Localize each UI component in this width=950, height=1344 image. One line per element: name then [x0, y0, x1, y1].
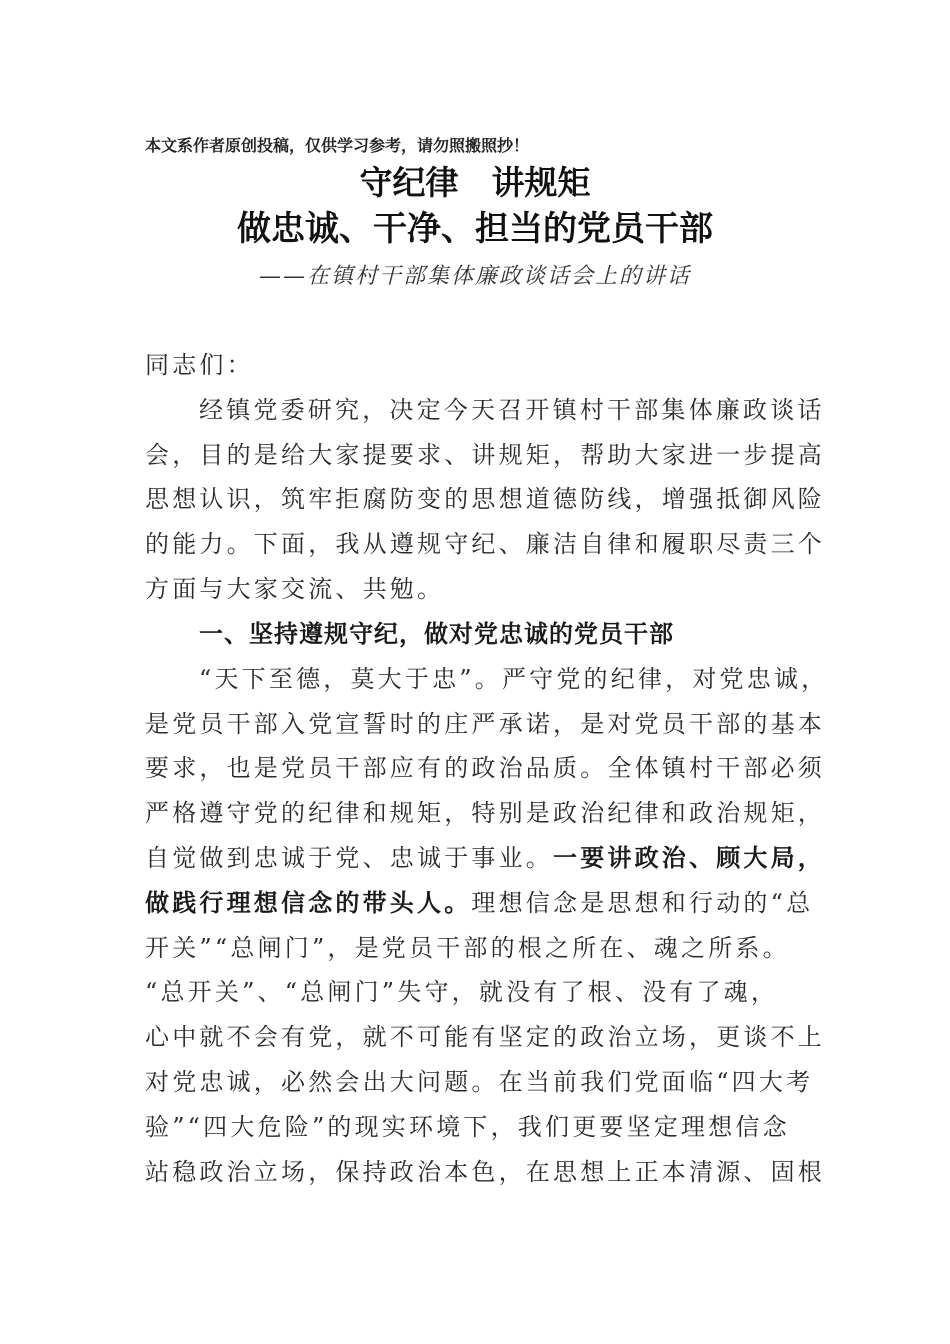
body-line: 开关”“总闸门”，是党员干部的根之所在、魂之所系。	[145, 934, 790, 962]
title-line-2: 做忠诚、干净、担当的党员干部	[237, 209, 713, 249]
body-line	[145, 888, 813, 918]
intro-line: 的能力。下面，我从遵规守纪、廉洁自律和履职尽责三个	[145, 530, 825, 558]
bold-emphasis: 一要讲政治、顾大局，	[553, 843, 825, 872]
copyright-notice: 本文系作者原创投稿，仅供学习参考，请勿照搬照抄！	[145, 136, 530, 155]
body-line: 严格遵守党的纪律和规矩，特别是政治纪律和政治规矩，	[145, 799, 825, 827]
body-line: 心中就不会有党，就不可能有坚定的政治立场，更谈不上	[145, 1023, 825, 1051]
title-line-1: 守纪律 讲规矩	[359, 163, 591, 202]
body-line: 对党忠诚，必然会出大问题。在当前我们党面临“四大考	[145, 1068, 814, 1096]
body-line	[145, 843, 825, 873]
body-line: 是党员干部入党宣誓时的庄严承诺，是对党员干部的基本	[145, 710, 825, 738]
intro-line: 思想认识，筑牢拒腐防变的思想道德防线，增强抵御风险	[145, 485, 825, 513]
salutation: 同志们：	[145, 351, 254, 379]
body-line: “总开关”、“总闸门”失守，就没有了根、没有了魂，	[145, 978, 779, 1006]
section-heading: 一、坚持遵规守纪，做对党忠诚的党员干部	[199, 619, 674, 648]
body-text: 理想信念是思想和行动的“总	[471, 889, 814, 917]
body-line: 站稳政治立场，保持政治本色，在思想上正本清源、固根	[145, 1158, 825, 1186]
intro-line: 会，目的是给大家提要求、讲规矩，帮助大家进一步提高	[145, 441, 825, 469]
body-text: 自觉做到忠诚于党、忠诚于事业。	[145, 844, 553, 872]
subtitle: ——在镇村干部集体廉政谈话会上的讲话	[258, 264, 691, 289]
body-line: 要求，也是党员干部应有的政治品质。全体镇村干部必须	[145, 754, 825, 782]
bold-emphasis: 做践行理想信念的带头人。	[145, 888, 472, 917]
body-line: 验”“四大危险”的现实环境下，我们更要坚定理想信念	[145, 1113, 790, 1141]
intro-line: 经镇党委研究，决定今天召开镇村干部集体廉政谈话	[199, 396, 825, 424]
body-line: “天下至德，莫大于忠”。严守党的纪律，对党忠诚，	[199, 665, 829, 693]
intro-line: 方面与大家交流、共勉。	[145, 575, 445, 603]
